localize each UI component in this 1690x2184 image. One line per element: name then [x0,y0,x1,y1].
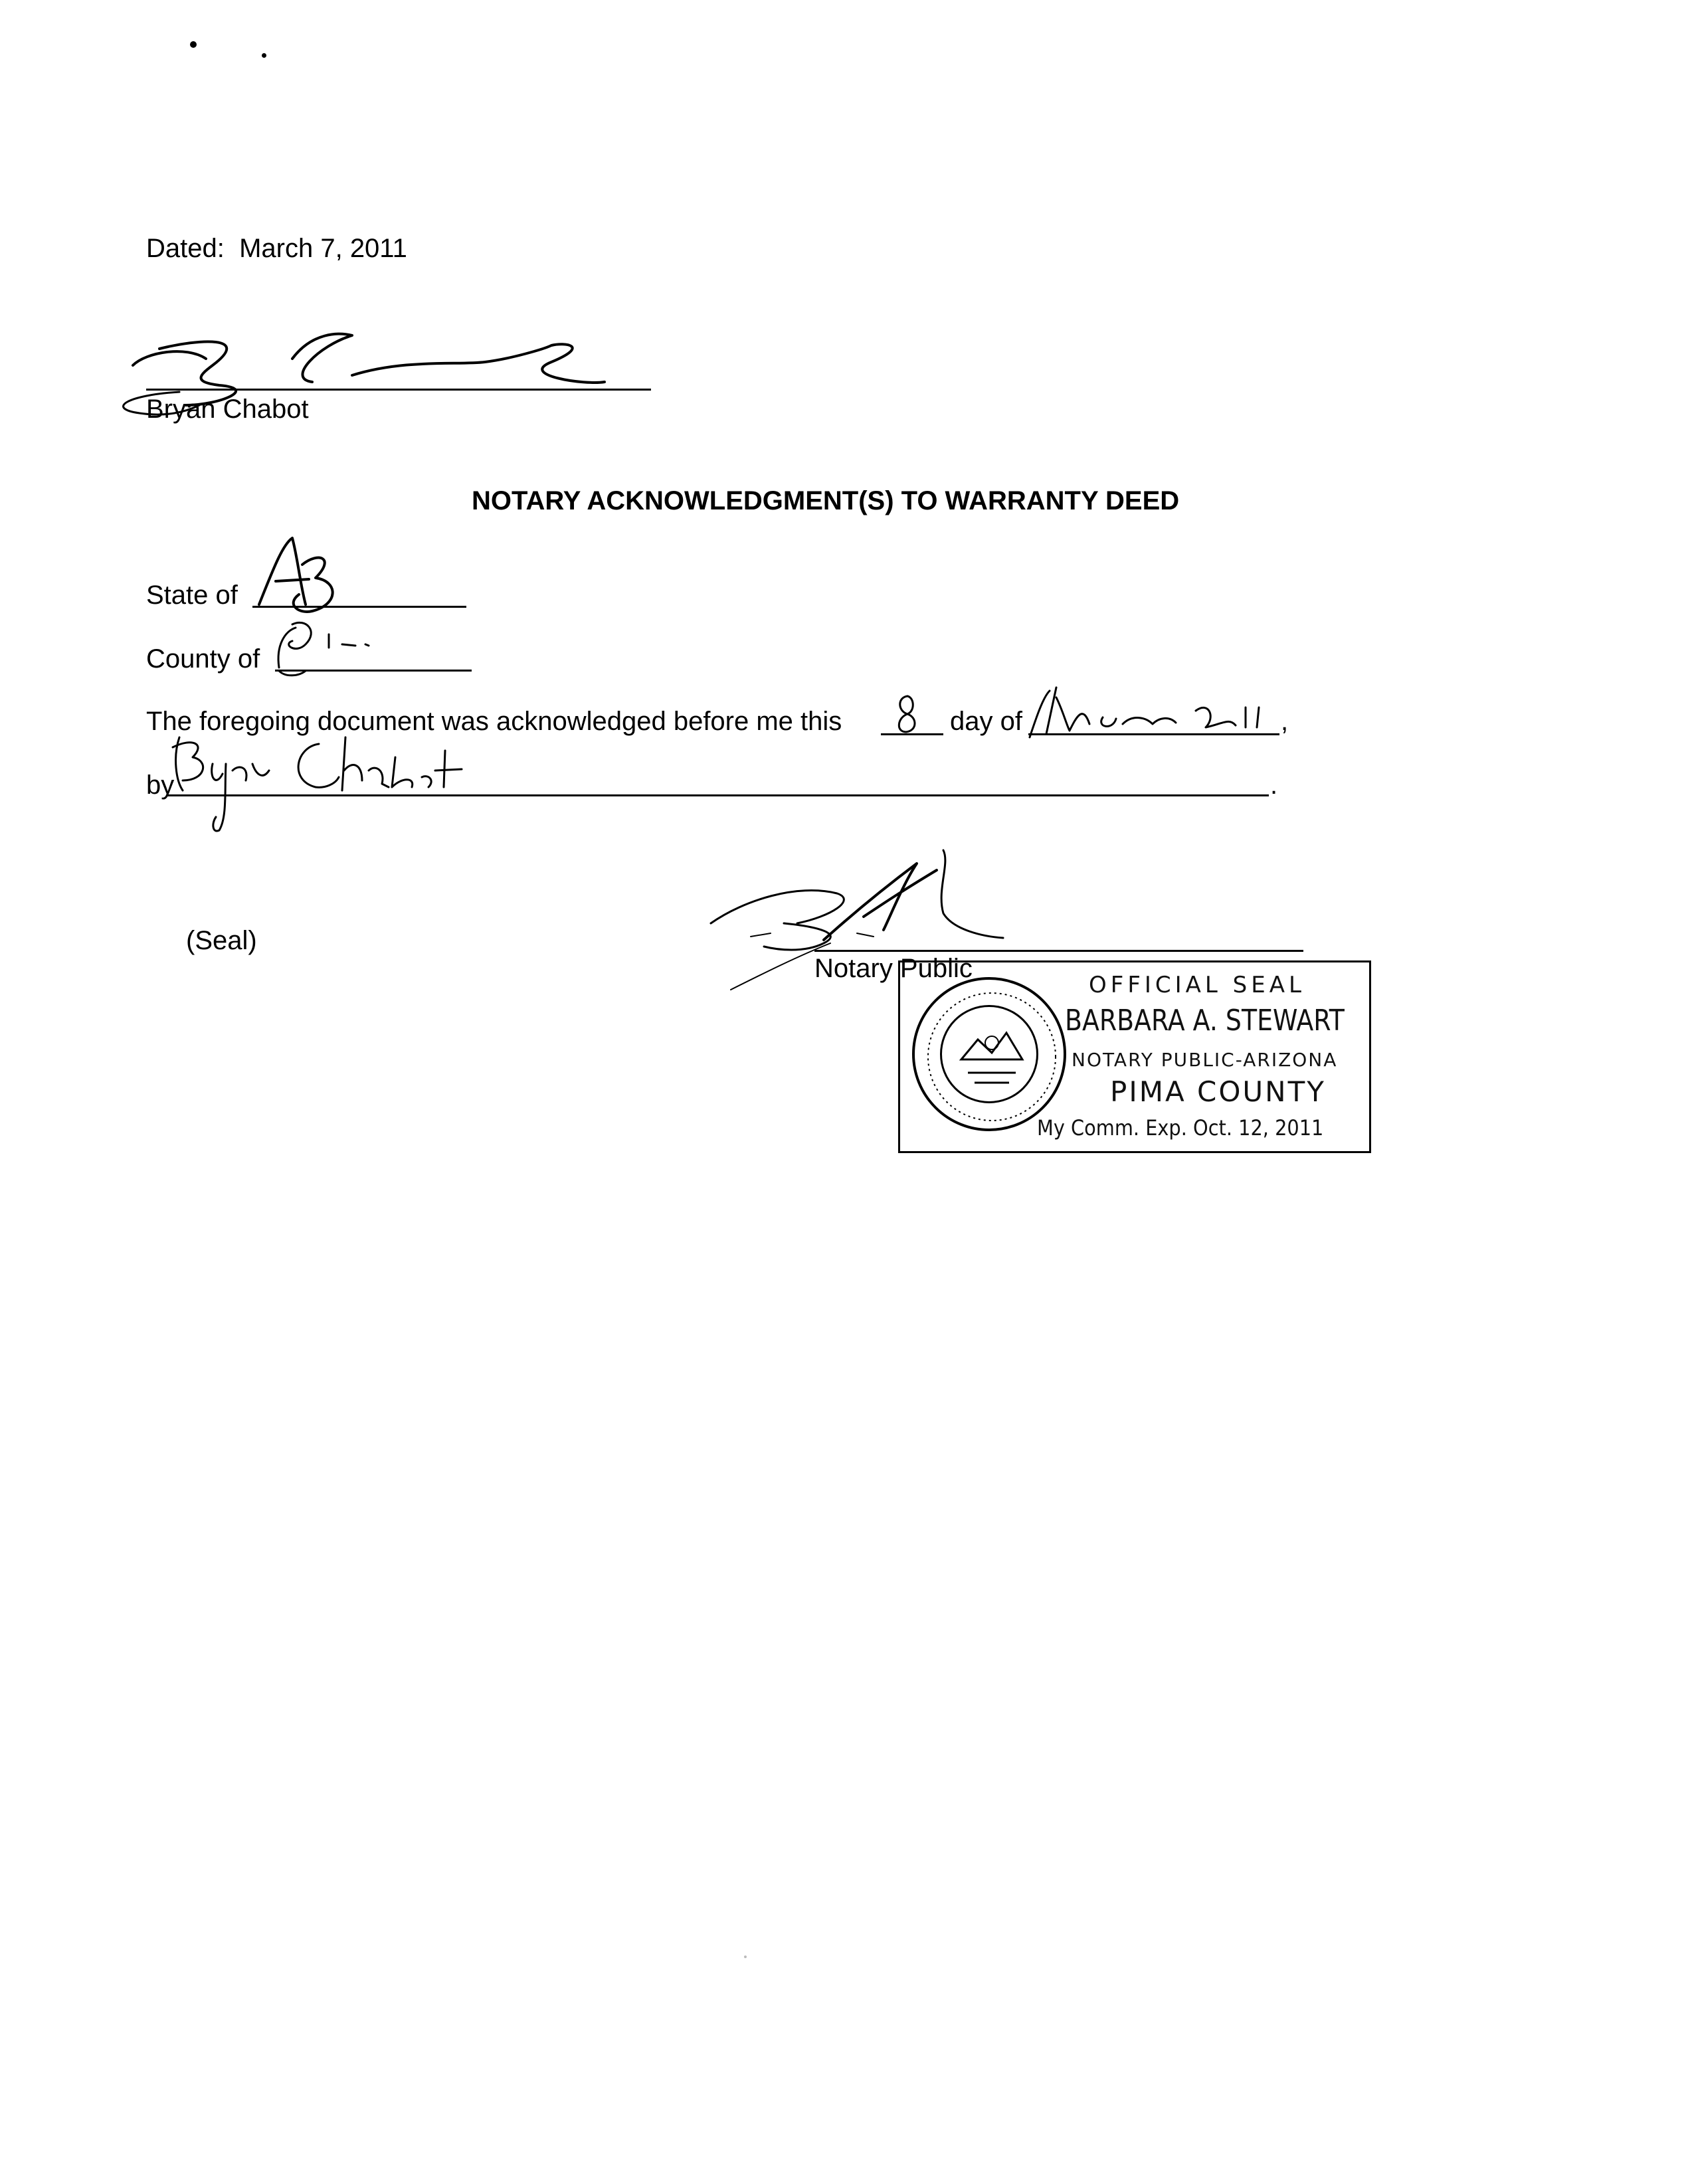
official-seal-stamp [898,960,1371,1153]
by-line-period: . [1270,771,1278,800]
scan-speck [262,53,266,58]
dated-line [146,235,407,262]
grantor-signature-line [146,389,651,391]
county-label: County of [146,644,260,674]
dated-value: March 7, 2011 [239,234,407,263]
county-handwriting [266,604,379,691]
seal-county: PIMA COUNTY [1110,1075,1326,1108]
month-year-handwriting [1016,678,1282,744]
document-title: NOTARY ACKNOWLEDGMENT(S) TO WARRANTY DEED [472,486,1180,515]
acknowledged-by-handwriting [153,717,498,844]
state-label: State of [146,581,238,610]
acknowledgment-text: The foregoing document was acknowledged before me this [146,707,842,736]
scan-speck [190,41,197,48]
day-of-label: day of [950,707,1022,736]
seal-heading: OFFICIAL SEAL [1089,972,1305,998]
notary-public-label: Notary Public [814,954,973,983]
comma: , [1281,707,1289,736]
seal-label: (Seal) [186,926,257,955]
arizona-state-seal-icon [912,977,1066,1131]
by-label: by [146,771,175,800]
seal-notary-name: BARBARA A. STEWART [1065,1004,1345,1038]
scan-speck [744,1956,747,1958]
notary-signature-line [814,950,1303,952]
day-handwriting [888,691,927,737]
seal-expiration: My Comm. Exp. Oct. 12, 2011 [1037,1115,1324,1140]
dated-label: Dated: [146,234,225,263]
seal-notary-title: NOTARY PUBLIC-ARIZONA [1072,1049,1338,1071]
signer-name: Bryan Chabot [146,395,309,424]
